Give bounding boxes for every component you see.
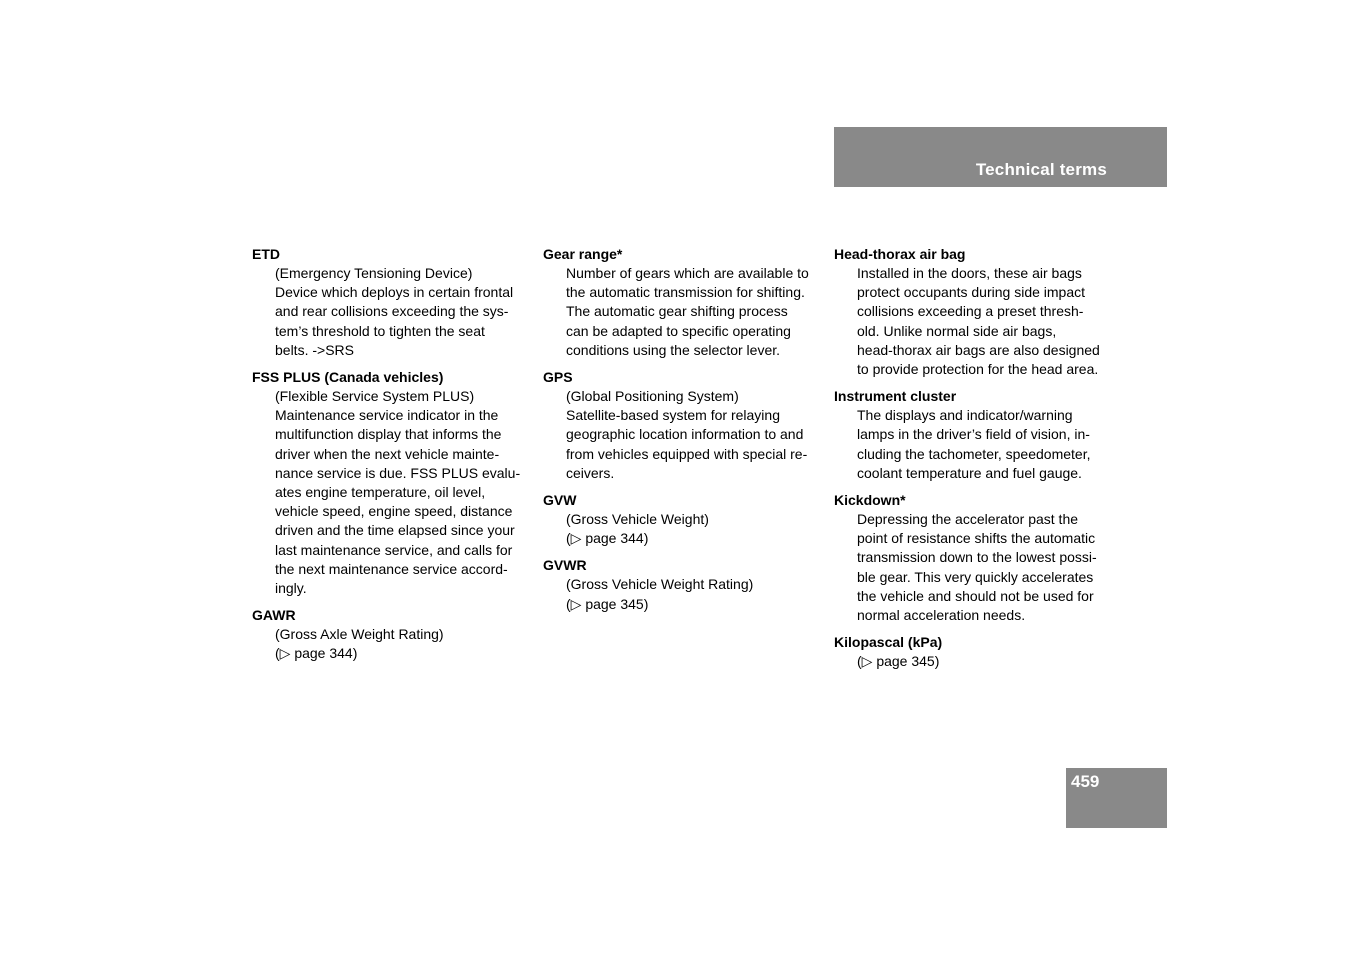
term-heading: Gear range*	[543, 246, 623, 262]
definition-line: last maintenance service, and calls for	[275, 541, 513, 558]
term-definition	[834, 264, 1116, 379]
term-definition	[834, 510, 1116, 625]
definition-line: nance service is due. FSS PLUS evalu-	[275, 464, 521, 481]
term-heading: GVW	[543, 492, 577, 509]
glossary-column-3	[834, 244, 1116, 678]
definition-line: the vehicle and should not be used for	[857, 587, 1094, 604]
glossary-entry-gps	[543, 367, 825, 483]
page-number-tab	[1066, 768, 1167, 828]
definition-line: driver when the next vehicle mainte-	[275, 445, 500, 462]
definition-line: (Flexible Service System PLUS)	[275, 388, 475, 405]
glossary-entry-fss-plus	[252, 367, 534, 598]
definition-line: point of resistance shifts the automatic	[857, 530, 1096, 547]
definition-line: vehicle speed, engine speed, distance	[275, 503, 513, 520]
definition-line: ingly.	[275, 580, 307, 597]
definition-line: geographic location information to and	[566, 426, 804, 443]
term-heading: GVWR	[543, 557, 587, 574]
glossary-entry-gvwr	[543, 555, 825, 613]
definition-line: Number of gears which are available to	[566, 265, 809, 281]
definition-line: ceivers.	[566, 464, 615, 481]
term-heading: Head-thorax air bag	[834, 246, 966, 262]
definition-line: the automatic transmission for shifting.	[566, 284, 805, 301]
glossary-entry-gvw	[543, 490, 825, 548]
definition-line: head-thorax air bags are also designed	[857, 341, 1100, 358]
definition-line: (Gross Axle Weight Rating)	[275, 626, 444, 643]
glossary-column-2	[543, 244, 825, 621]
definition-line: The displays and indicator/warning	[857, 407, 1073, 424]
page-number: 459	[1071, 772, 1100, 791]
definition-line: tem’s threshold to tighten the seat	[275, 322, 485, 339]
term-definition	[543, 510, 825, 548]
definition-line: the next maintenance service accord-	[275, 560, 508, 577]
page-reference[interactable]: (▷ page 345)	[857, 653, 940, 670]
glossary-entry-gawr	[252, 605, 534, 663]
page-reference[interactable]: (▷ page 344)	[275, 645, 358, 662]
definition-line: protect occupants during side impact	[857, 284, 1086, 301]
term-definition	[252, 625, 534, 663]
definition-line: (Gross Vehicle Weight Rating)	[566, 576, 754, 593]
term-definition	[252, 387, 534, 598]
glossary-entry-etd	[252, 244, 534, 360]
definition-line: Depressing the accelerator past the	[857, 511, 1079, 528]
definition-line: ates engine temperature, oil level,	[275, 484, 486, 501]
page-reference[interactable]: (▷ page 345)	[566, 595, 649, 612]
definition-line: cluding the tachometer, speedometer,	[857, 445, 1091, 462]
definition-line: multifunction display that informs the	[275, 426, 502, 443]
definition-line: ble gear. This very quickly accelerates	[857, 568, 1094, 585]
definition-line: Maintenance service indicator in the	[275, 407, 499, 424]
definition-line: (Global Positioning System)	[566, 388, 739, 405]
definition-line: lamps in the driver’s field of vision, in-	[857, 426, 1090, 443]
glossary-entry-kilopascal	[834, 632, 1116, 671]
term-heading: FSS PLUS (Canada vehicles)	[252, 369, 444, 386]
section-header-tab	[834, 127, 1167, 187]
term-heading: Kickdown*	[834, 492, 906, 509]
definition-line: Installed in the doors, these air bags	[857, 265, 1082, 281]
definition-line: (Emergency Tensioning Device)	[275, 265, 473, 281]
glossary-entry-gear-range	[543, 244, 825, 360]
term-heading: GAWR	[252, 607, 296, 624]
glossary-entry-instrument-cluster	[834, 386, 1116, 483]
definition-line: transmission down to the lowest possi-	[857, 549, 1097, 566]
definition-line: driven and the time elapsed since your	[275, 522, 515, 539]
definition-line: coolant temperature and fuel gauge.	[857, 464, 1082, 481]
definition-line: normal acceleration needs.	[857, 607, 1026, 624]
definition-line: Device which deploys in certain frontal	[275, 284, 514, 301]
definition-line: conditions using the selector lever.	[566, 341, 781, 358]
term-definition	[543, 575, 825, 613]
definition-line: to provide protection for the head area.	[857, 361, 1099, 378]
definition-line: and rear collisions exceeding the sys-	[275, 303, 509, 320]
term-definition	[252, 264, 534, 360]
term-definition	[834, 406, 1116, 483]
page-reference[interactable]: (▷ page 344)	[566, 530, 649, 547]
definition-line: from vehicles equipped with special re-	[566, 445, 808, 462]
definition-line: belts. ->SRS	[275, 341, 354, 358]
definition-line: old. Unlike normal side air bags,	[857, 322, 1057, 339]
definition-line: The automatic gear shifting process	[566, 303, 788, 320]
term-heading: Kilopascal (kPa)	[834, 634, 943, 651]
term-definition	[543, 264, 825, 360]
term-heading: Instrument cluster	[834, 388, 957, 405]
glossary-entry-kickdown	[834, 490, 1116, 625]
definition-line: Satellite-based system for relaying	[566, 407, 780, 424]
section-title: Technical terms	[975, 160, 1107, 179]
term-definition	[834, 652, 1116, 671]
definition-line: can be adapted to specific operating	[566, 322, 791, 339]
definition-line: (Gross Vehicle Weight)	[566, 511, 709, 528]
glossary-entry-head-thorax-air-bag	[834, 244, 1116, 379]
term-definition	[543, 387, 825, 483]
definition-line: collisions exceeding a preset thresh-	[857, 303, 1084, 320]
glossary-column-1	[252, 244, 534, 671]
term-heading: ETD	[252, 246, 280, 262]
term-heading: GPS	[543, 369, 573, 386]
